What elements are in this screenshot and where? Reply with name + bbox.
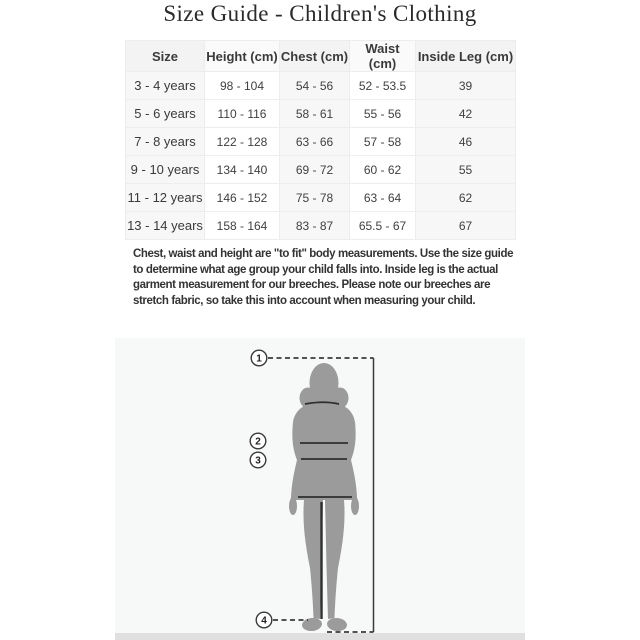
figure-hand-left [289,497,297,515]
figure-leg-left [303,500,323,619]
inside-leg-cell: 46 [416,128,516,156]
header-cell-chest: Chest (cm) [280,41,350,72]
figure-leg-right [325,500,345,619]
waist-cell: 57 - 58 [350,128,416,156]
inside-leg-cell: 62 [416,184,516,212]
child-measurement-figure [220,342,420,640]
chest-cell: 69 - 72 [280,156,350,184]
measurement-note: Chest, waist and height are "to fit" body measurements. Use the size guide to determine what age group your child falls into. Inside leg is the actual garment measurement for our breeches. Please note our breeches are stretch fabric, so take this into account when measuring your child. [133,248,514,308]
size-cell: 11 - 12 years [126,184,205,212]
height-cell: 110 - 116 [205,100,280,128]
header-cell-height: Height (cm) [205,41,280,72]
figure-torso [291,402,357,500]
measurement-diagram [115,338,525,640]
figure-foot-left [301,617,322,632]
markers [250,350,272,628]
marker-number-waist: 3 [255,455,261,467]
table-header-row [126,41,516,72]
size-cell: 13 - 14 years [126,212,205,240]
diagram-bottom-band [115,633,525,640]
size-cell: 7 - 8 years [126,128,205,156]
marker-number-height: 1 [256,353,262,365]
chest-cell: 75 - 78 [280,184,350,212]
table-row [126,72,516,100]
chest-cell: 63 - 66 [280,128,350,156]
chest-cell: 58 - 61 [280,100,350,128]
height-cell: 146 - 152 [205,184,280,212]
size-cell: 3 - 4 years [126,72,205,100]
table-row [126,128,516,156]
inside-leg-cell: 39 [416,72,516,100]
figure-foot-right [326,617,347,632]
height-cell: 122 - 128 [205,128,280,156]
waist-cell: 65.5 - 67 [350,212,416,240]
inside-leg-cell: 67 [416,212,516,240]
marker-number-inside-leg: 4 [261,615,267,627]
table-row [126,156,516,184]
waist-cell: 60 - 62 [350,156,416,184]
height-cell: 158 - 164 [205,212,280,240]
header-cell-waist: Waist (cm) [350,41,416,72]
inside-leg-cell: 55 [416,156,516,184]
inside-leg-cell: 42 [416,100,516,128]
chest-cell: 83 - 87 [280,212,350,240]
height-cell: 98 - 104 [205,72,280,100]
table-row [126,100,516,128]
size-cell: 9 - 10 years [126,156,205,184]
waist-cell: 52 - 53.5 [350,72,416,100]
waist-cell: 55 - 56 [350,100,416,128]
marker-number-chest: 2 [255,436,261,448]
size-guide-table [125,40,516,240]
size-cell: 5 - 6 years [126,100,205,128]
table-row [126,212,516,240]
height-cell: 134 - 140 [205,156,280,184]
header-cell-size: Size [126,41,205,72]
table-row [126,184,516,212]
figure-hand-right [351,497,359,515]
waist-cell: 63 - 64 [350,184,416,212]
page-title: Size Guide - Children's Clothing [163,1,477,26]
header-cell-inside-leg: Inside Leg (cm) [416,41,516,72]
chest-cell: 54 - 56 [280,72,350,100]
